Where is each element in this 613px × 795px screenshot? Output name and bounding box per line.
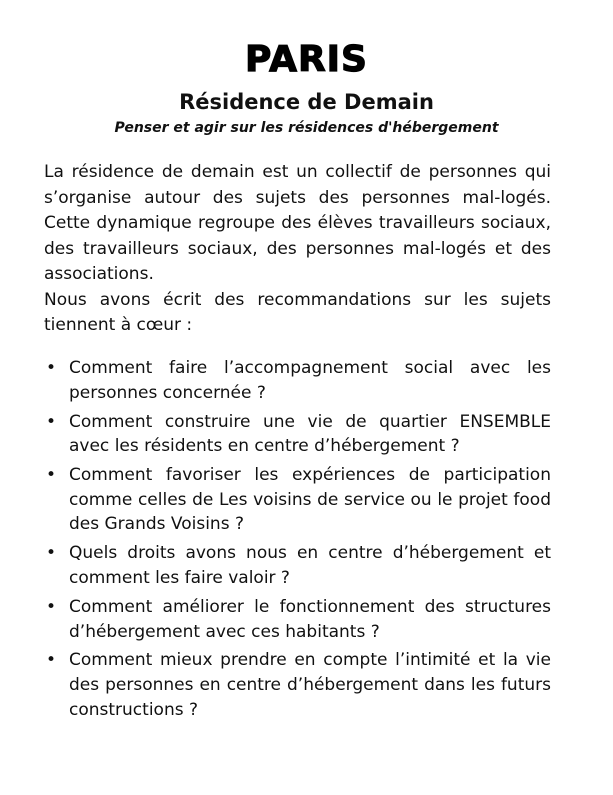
questions-list	[44, 356, 551, 727]
list-item	[44, 541, 551, 590]
question-text: Comment favoriser les expériences de participation comme celles de Les voisins de service ou le projet food des Grands Voisins ?	[69, 465, 551, 535]
question-text: Quels droits avons nous en centre d’hébergement et comment les faire valoir ?	[69, 543, 551, 588]
bullet-icon: •	[46, 411, 57, 432]
list-item	[44, 410, 551, 459]
bullet-icon: •	[46, 465, 57, 486]
list-item	[44, 463, 551, 537]
intro-text	[44, 160, 551, 339]
city-heading: PARIS	[245, 39, 368, 80]
bullet-icon: •	[46, 358, 57, 378]
bullet-icon: •	[46, 543, 57, 564]
list-item	[44, 648, 551, 722]
question-text: Comment construire une vie de quartier ENSEMBLE avec les résidents en centre d’hébergement ?	[69, 411, 551, 457]
intro-paragraph-2: Nous avons écrit des recommandations sur les sujets tiennent à cœur :	[44, 289, 551, 335]
page-title: Résidence de Demain	[179, 90, 434, 114]
intro-paragraph-1: La résidence de demain est un collectif de personnes qui s’organise autour des sujets des personnes mal-logés. Cette dynamique regroupe des élèves travailleurs sociaux, des travailleurs sociaux, des personnes mal-logés et des associations.	[44, 162, 551, 284]
question-text: Comment faire l’accompagnement social avec les personnes concernée ?	[69, 358, 551, 403]
list-item	[44, 595, 551, 644]
list-item	[44, 356, 551, 405]
bullet-icon: •	[46, 596, 57, 617]
bullet-icon: •	[46, 650, 57, 671]
question-text: Comment améliorer le fonctionnement des structures d’hébergement avec ces habitants ?	[69, 596, 551, 642]
question-text: Comment mieux prendre en compte l’intimité et la vie des personnes en centre d’hébergement dans les futurs constructions ?	[69, 650, 551, 720]
page-subtitle: Penser et agir sur les résidences d'hébergement	[114, 120, 499, 136]
